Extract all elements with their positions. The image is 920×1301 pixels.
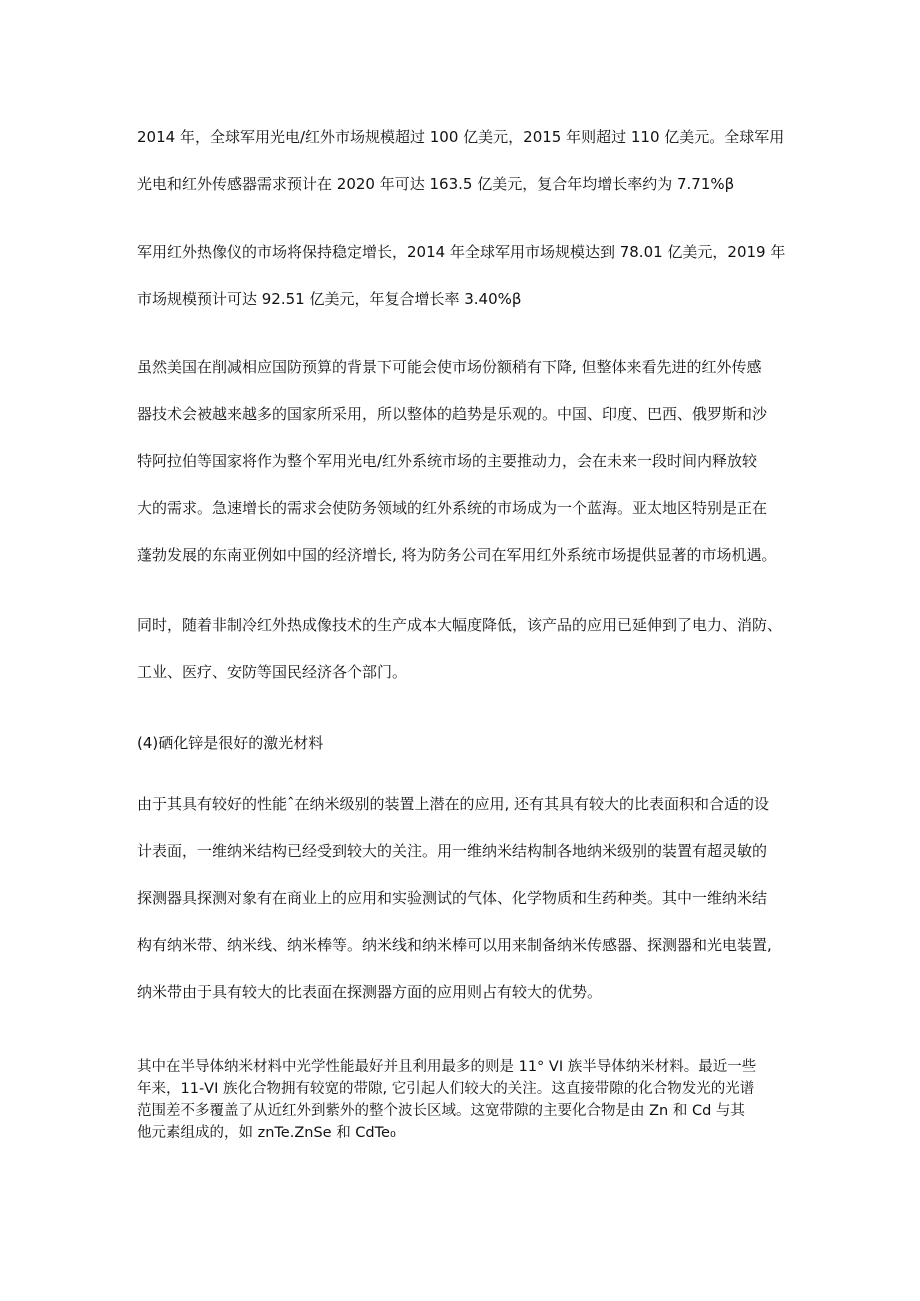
section-heading — [137, 731, 797, 756]
text-line: 范围差不多覆盖了从近红外到紫外的整个波长区域。这宽带隙的主要化合物是由 Zn 和 Cd 与其 — [137, 1103, 745, 1119]
text-line: 市场规模预计可达 92.51 亿美元，年复合增长率 3.40%β — [137, 290, 522, 308]
text-line: 蓬勃发展的东南亚例如中国的经济增长, 将为防务公司在军用红外系统市场提供显著的市场机遇。 — [137, 546, 777, 564]
text-line: 军用红外热像仪的市场将保持稳定增长，2014 年全球军用市场规模达到 78.01 亿美元，2019 年 — [137, 243, 786, 261]
text-line: 构有纳米带、纳米线、纳米棒等。纳米线和纳米棒可以用来制备纳米传感器、探测器和光电装置, — [137, 936, 772, 954]
paragraph-market-outlook — [137, 355, 797, 568]
text-line: 年来，11-VI 族化合物拥有较宽的带隙, 它引起人们较大的关注。这直接带隙的化合物发光的光谱 — [137, 1081, 755, 1097]
text-line: 器技术会被越来越多的国家所采用，所以整体的趋势是乐观的。中国、印度、巴西、俄罗斯和沙 — [137, 405, 768, 423]
text-line: 工业、医疗、安防等国民经济各个部门。 — [137, 663, 408, 681]
text-line: 大的需求。急速增长的需求会使防务领域的红外系统的市场成为一个蓝海。亚太地区特别是正在 — [137, 499, 768, 517]
paragraph-market-size — [137, 125, 797, 197]
text-line: 纳米带由于具有较大的比表面在探测器方面的应用则占有较大的优势。 — [137, 983, 603, 1001]
text-line: 同时，随着非制冷红外热成像技术的生产成本大幅度降低，该产品的应用已延伸到了电力、消防、 — [137, 616, 783, 634]
text-line: 特阿拉伯等国家将作为整个军用光电/红外系统市场的主要推动力，会在未来一段时间内释放较 — [137, 452, 758, 470]
text-line: 光电和红外传感器需求预计在 2020 年可达 163.5 亿美元，复合年均增长率约为 7.71%β — [137, 175, 735, 193]
text-line: 由于其具有较好的性能ˆ在纳米级别的装置上潜在的应用, 还有其具有较大的比表面积和合适的设 — [137, 795, 770, 813]
text-line: 虽然美国在削减相应国防预算的背景下可能会使市场份额稍有下降, 但整体来看先进的红外传感 — [137, 358, 762, 376]
text-line: 他元素组成的，如 znTe.ZnSe 和 CdTe₀ — [137, 1125, 396, 1141]
text-line: 其中在半导体纳米材料中光学性能最好并且利用最多的则是 11° VI 族半导体纳米材料。最近一些 — [137, 1059, 757, 1075]
paragraph-uncooled-infrared — [137, 613, 797, 685]
text-line: 2014 年，全球军用光电/红外市场规模超过 100 亿美元，2015 年则超过 110 亿美元。全球军用 — [137, 128, 785, 146]
text-line: 计表面，一维纳米结构已经受到较大的关注。用一维纳米结构制各地纳米级别的装置有超灵敏的 — [137, 842, 768, 860]
paragraph-ii-vi-semiconductors — [137, 1057, 797, 1143]
text-line: 探测器具探测对象有在商业上的应用和实验测试的气体、化学物质和生药种类。其中一维纳米结 — [137, 889, 768, 907]
heading-line: (4)硒化锌是很好的激光材料 — [137, 734, 324, 752]
paragraph-thermal-imager — [137, 240, 797, 312]
paragraph-nanostructures — [137, 792, 797, 1005]
